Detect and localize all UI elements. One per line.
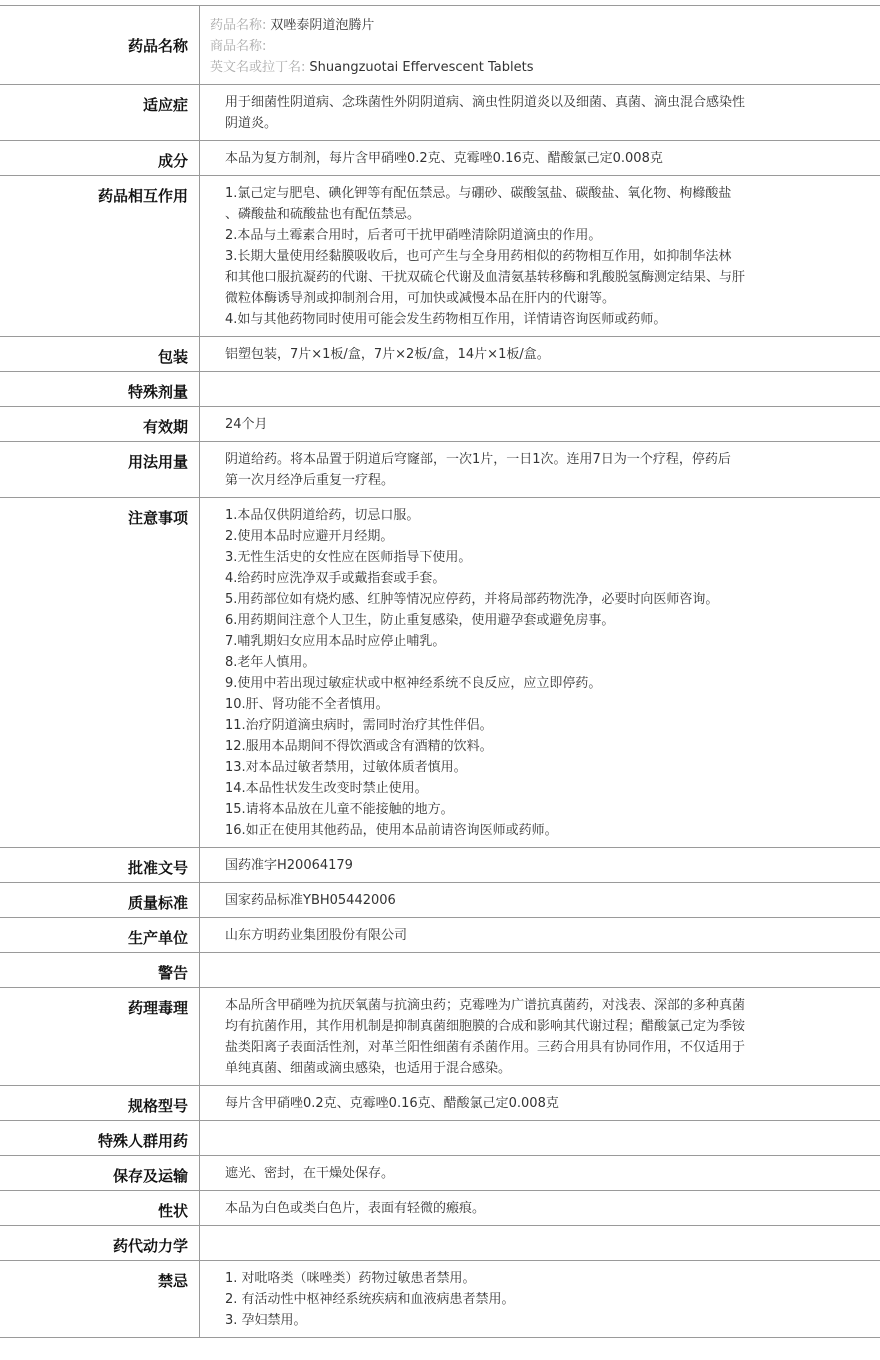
row-label: 特殊人群用药 [0,1121,200,1155]
value-line: 1.本品仅供阴道给药，切忌口服。 [225,508,420,523]
value-line: 阴道给药。将本品置于阴道后穹窿部，一次1片，一日1次。连用7日为一个疗程，停药后 [225,452,731,467]
value-line: 、磷酸盐和硫酸盐也有配伍禁忌。 [225,207,421,222]
row-value [200,848,880,882]
value-line: 3. 孕妇禁用。 [225,1313,307,1328]
row-label: 药代动力学 [0,1226,200,1260]
value-line: 8.老年人慎用。 [225,655,316,670]
value-line: 4.给药时应洗净双手或戴指套或手套。 [225,571,446,586]
value-line: 2. 有活动性中枢神经系统疾病和血液病患者禁用。 [225,1292,515,1307]
table-row [0,442,880,498]
value-line: 盐类阳离子表面活性剂，对革兰阳性细菌有杀菌作用。三药合用具有协同作用，不仅适用于 [225,1040,746,1055]
row-label: 药品相互作用 [0,176,200,336]
value-line: 3.长期大量使用经黏膜吸收后，也可产生与全身用药相似的药物相互作用，如抑制华法林 [225,249,732,264]
value-line: 第一次月经净后重复一疗程。 [225,473,395,488]
row-label: 适应症 [0,85,200,140]
row-label: 禁忌 [0,1261,200,1337]
row-label: 保存及运输 [0,1156,200,1190]
table-row [0,988,880,1086]
table-row [0,1156,880,1191]
table-row [0,848,880,883]
table-row [0,176,880,337]
value-line: 10.肝、肾功能不全者慎用。 [225,697,389,712]
value-line: 2.使用本品时应避开月经期。 [225,529,394,544]
row-value [200,85,880,140]
row-label: 有效期 [0,407,200,441]
value-line: 24个月 [225,417,268,432]
value-line: 5.用药部位如有烧灼感、红肿等情况应停药，并将局部药物洗净，必要时向医师咨询。 [225,592,719,607]
value-line: 15.请将本品放在儿童不能接触的地方。 [225,802,454,817]
row-value [200,1261,880,1337]
table-row [0,1191,880,1226]
row-value [200,1121,880,1155]
value-line: 16.如正在使用其他药品，使用本品前请咨询医师或药师。 [225,823,558,838]
row-value [200,918,880,952]
generic-name-value: 双唑泰阴道泡腾片 [270,18,375,33]
row-value [200,337,880,371]
table-row [0,1226,880,1261]
table-row [0,1121,880,1156]
drug-name-cell [200,6,543,84]
value-line: 12.服用本品期间不得饮酒或含有酒精的饮料。 [225,739,493,754]
table-row [0,953,880,988]
trade-name-key: 商品名称: [210,39,267,54]
row-label: 用法用量 [0,442,200,497]
row-label: 批准文号 [0,848,200,882]
value-line: 铝塑包装，7片×1板/盒，7片×2板/盒，14片×1板/盒。 [225,347,550,362]
trade-name-line [210,36,533,57]
drug-info-table [0,5,880,1338]
value-line: 山东方明药业集团股份有限公司 [225,928,408,943]
row-value [200,988,880,1085]
table-row [0,1261,880,1338]
english-name-line [210,57,533,78]
generic-name-line [210,15,533,36]
row-value [200,1226,880,1260]
row-value [200,176,880,336]
value-line: 本品为复方制剂，每片含甲硝唑0.2克、克霉唑0.16克、醋酸氯己定0.008克 [225,151,663,166]
value-line: 11.治疗阴道滴虫病时，需同时治疗其性伴侣。 [225,718,493,733]
row-value [200,498,880,847]
table-row [0,85,880,141]
value-line: 阴道炎。 [225,116,278,131]
value-line: 单纯真菌、细菌或滴虫感染，也适用于混合感染。 [225,1061,512,1076]
row-label: 性状 [0,1191,200,1225]
value-line: 均有抗菌作用，其作用机制是抑制真菌细胞膜的合成和影响其代谢过程；醋酸氯己定为季铵 [225,1019,746,1034]
value-line: 2.本品与土霉素合用时，后者可干扰甲硝唑清除阴道滴虫的作用。 [225,228,602,243]
row-value [200,442,880,497]
value-line: 本品为白色或类白色片，表面有轻微的瘢痕。 [225,1201,486,1216]
value-line: 用于细菌性阴道病、念珠菌性外阴阴道病、滴虫性阴道炎以及细菌、真菌、滴虫混合感染性 [225,95,746,110]
value-line: 国家药品标准YBH05442006 [225,893,396,908]
value-line: 和其他口服抗凝药的代谢、干扰双硫仑代谢及血清氨基转移酶和乳酸脱氢酶测定结果、与肝 [225,270,746,285]
table-row [0,1086,880,1121]
row-label: 注意事项 [0,498,200,847]
table-row [0,372,880,407]
value-line: 国药准字H20064179 [225,858,353,873]
row-label: 生产单位 [0,918,200,952]
value-line: 7.哺乳期妇女应用本品时应停止哺乳。 [225,634,446,649]
value-line: 9.使用中若出现过敏症状或中枢神经系统不良反应，应立即停药。 [225,676,602,691]
row-value [200,883,880,917]
row-value [200,1156,880,1190]
table-row [0,918,880,953]
value-line: 本品所含甲硝唑为抗厌氧菌与抗滴虫药；克霉唑为广谱抗真菌药，对浅表、深部的多种真菌 [225,998,746,1013]
value-line: 3.无性生活史的女性应在医师指导下使用。 [225,550,472,565]
row-label: 包装 [0,337,200,371]
row-label: 质量标准 [0,883,200,917]
value-line: 6.用药期间注意个人卫生，防止重复感染，使用避孕套或避免房事。 [225,613,615,628]
row-value [200,1191,880,1225]
row-drug-name [0,6,880,85]
value-line: 1. 对吡咯类（咪唑类）药物过敏患者禁用。 [225,1271,476,1286]
row-label: 警告 [0,953,200,987]
table-row [0,141,880,176]
row-label: 药品名称 [0,6,200,84]
row-label: 药理毒理 [0,988,200,1085]
row-value [200,407,880,441]
row-value [200,953,880,987]
generic-name-key: 药品名称: [210,18,267,33]
value-line: 微粒体酶诱导剂或抑制剂合用，可加快或减慢本品在肝内的代谢等。 [225,291,616,306]
row-value [200,1086,880,1120]
value-line: 14.本品性状发生改变时禁止使用。 [225,781,428,796]
table-row [0,498,880,848]
row-label: 特殊剂量 [0,372,200,406]
english-name-key: 英文名或拉丁名: [210,60,306,75]
english-name-value: Shuangzuotai Effervescent Tablets [309,60,534,75]
value-line: 遮光、密封，在干燥处保存。 [225,1166,395,1181]
table-row [0,337,880,372]
value-line: 13.对本品过敏者禁用，过敏体质者慎用。 [225,760,467,775]
value-line: 1.氯己定与肥皂、碘化钾等有配伍禁忌。与硼砂、碳酸氢盐、碳酸盐、氧化物、枸橼酸盐 [225,186,732,201]
row-label: 规格型号 [0,1086,200,1120]
row-value [200,141,880,175]
row-value [200,372,880,406]
value-line: 4.如与其他药物同时使用可能会发生药物相互作用，详情请咨询医师或药师。 [225,312,667,327]
table-row [0,407,880,442]
value-line: 每片含甲硝唑0.2克、克霉唑0.16克、醋酸氯己定0.008克 [225,1096,559,1111]
row-label: 成分 [0,141,200,175]
table-row [0,883,880,918]
